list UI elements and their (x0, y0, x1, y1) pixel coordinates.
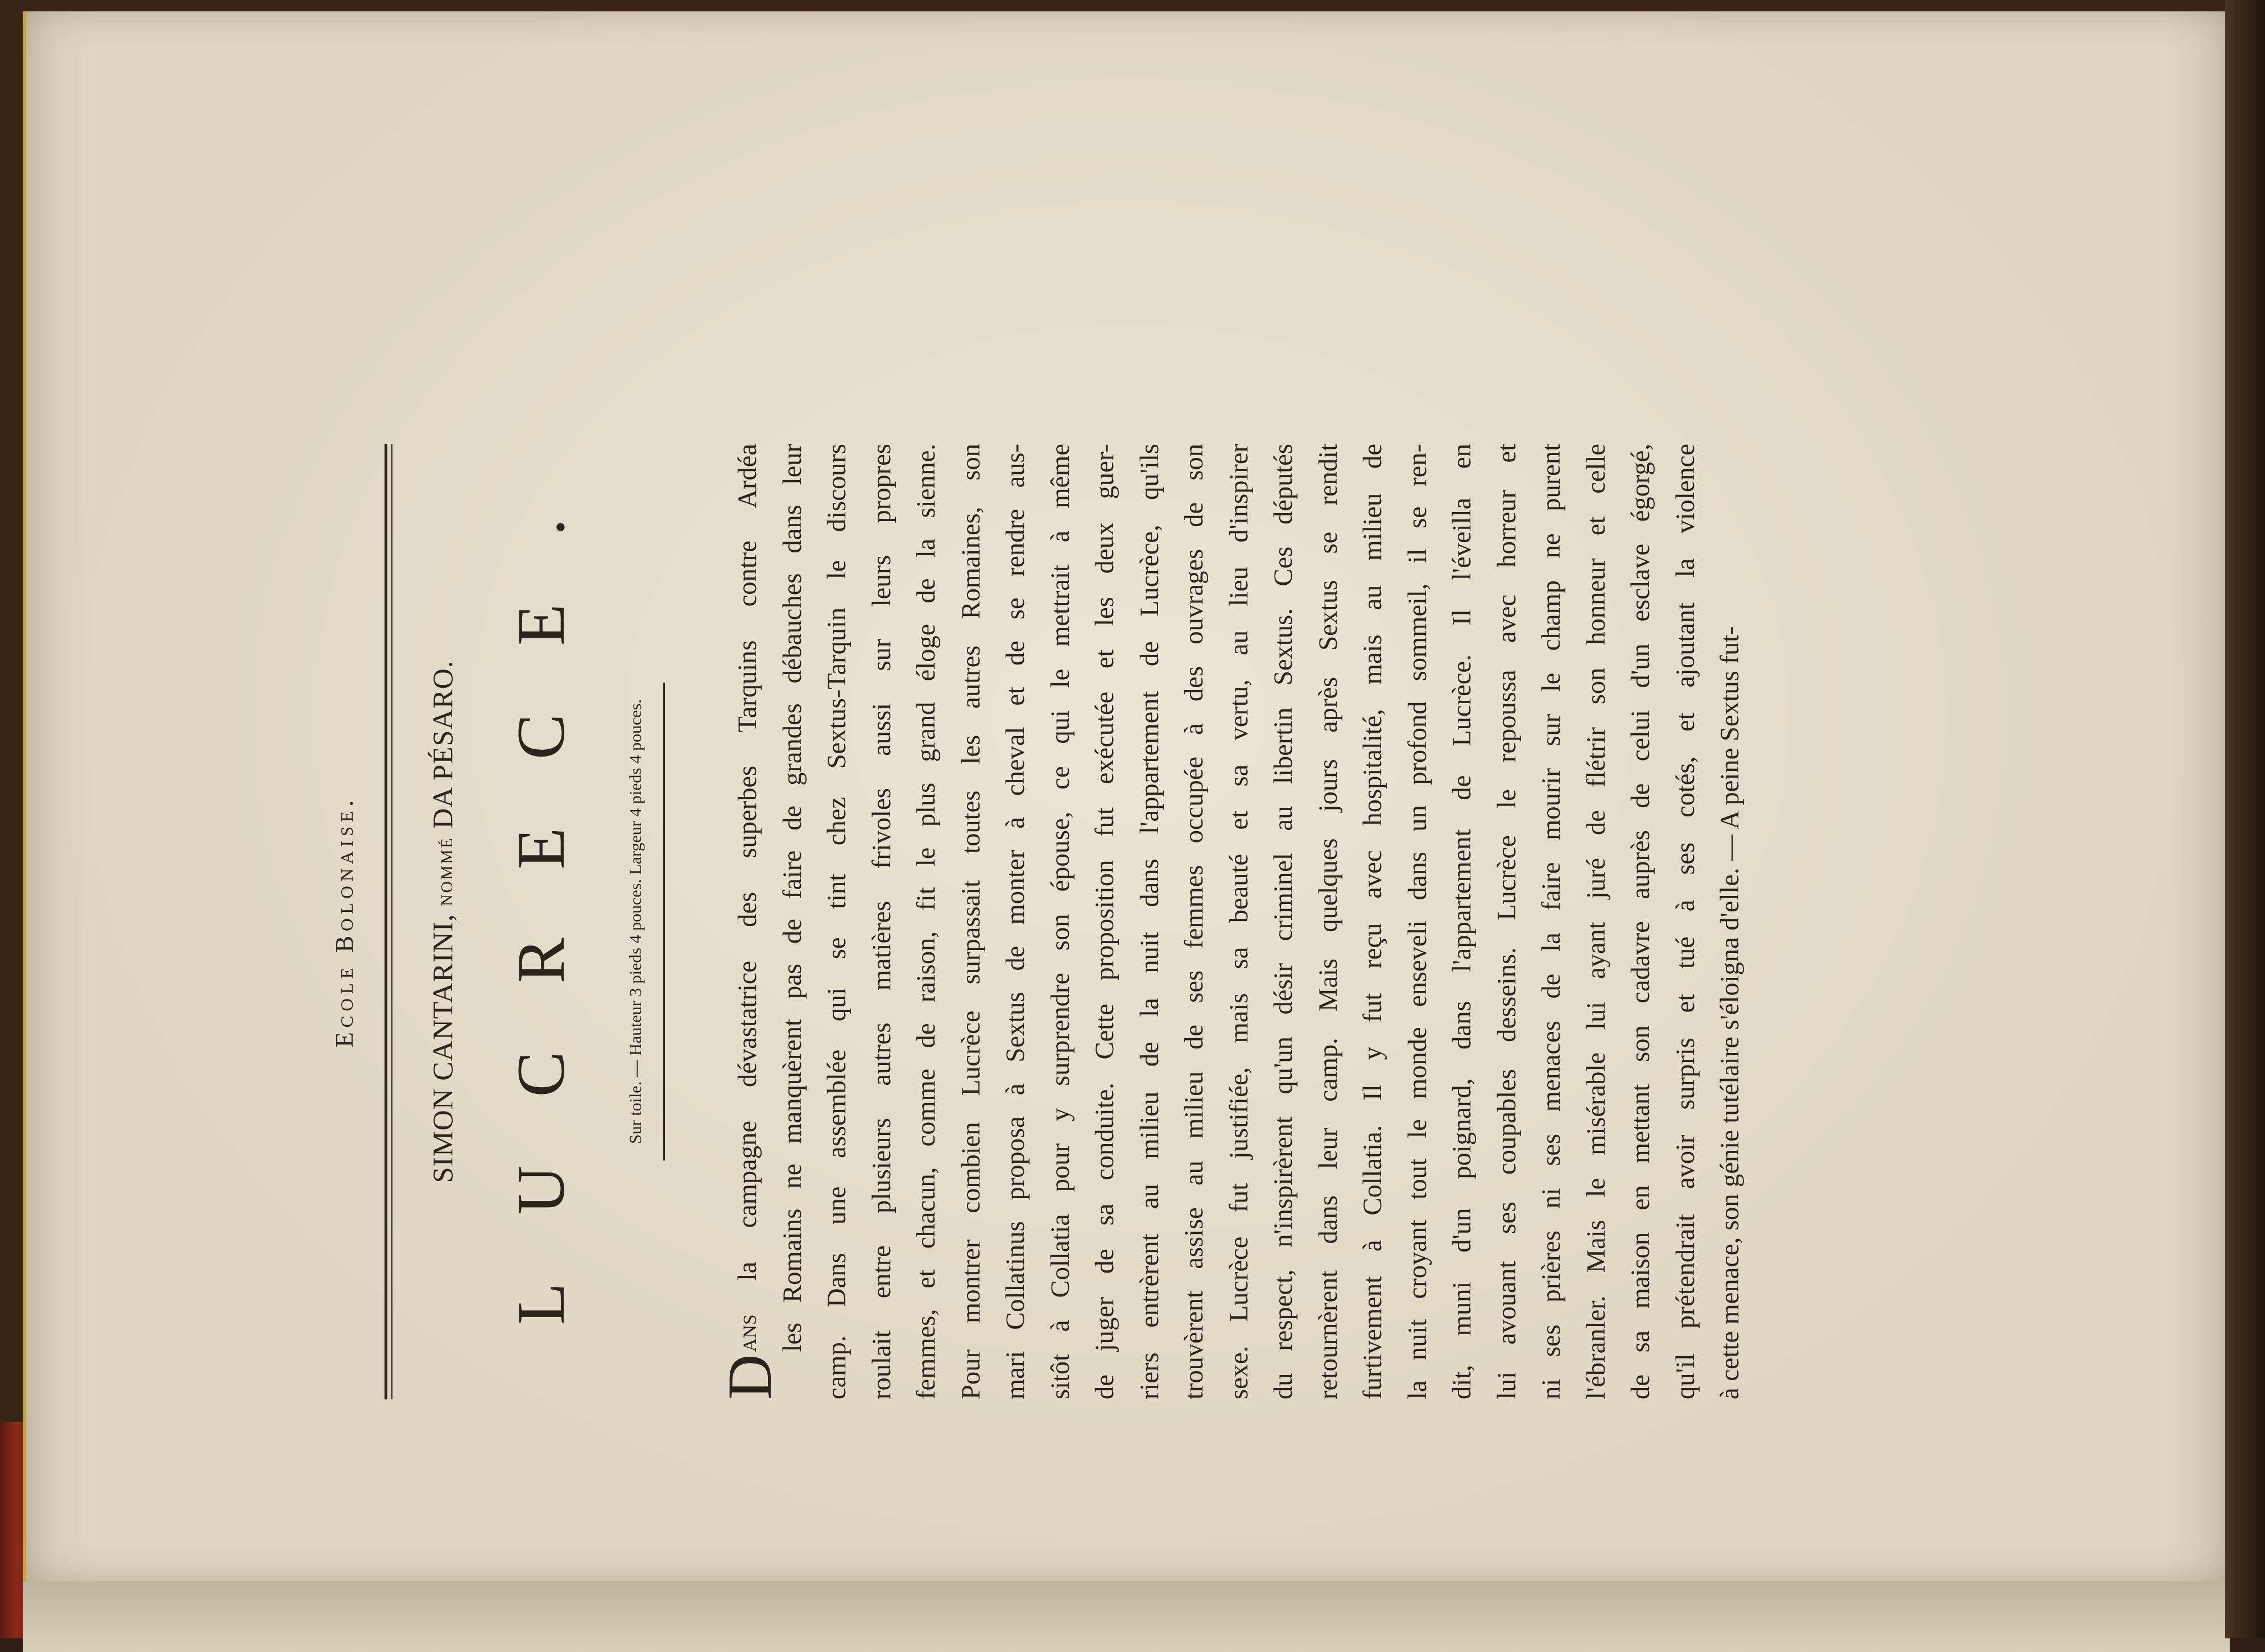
top-rule (385, 444, 387, 1399)
top-rule-thin (391, 444, 392, 1399)
book-edge (2225, 0, 2265, 1638)
text-line: retournèrent dans leur camp. Mais quelques jours après Sextus se rendit (1313, 444, 1343, 1399)
text-line: roulait entre plusieurs autres matières frivoles aussi sur leurs propres (867, 444, 896, 1399)
page-sheet (23, 11, 2233, 1581)
text-line: camp. Dans une assemblée qui se tint chez Sextus-Tarquin le discours (822, 444, 852, 1399)
artist-name: SIMON CANTARINI, (427, 914, 458, 1183)
text-line: du respect, n'inspirèrent qu'un désir criminel au libertin Sextus. Ces députés (1269, 444, 1298, 1399)
text-line: Pour montrer combien Lucrèce surpassait toutes les autres Romaines, son (956, 444, 986, 1399)
text-line: dit, muni d'un poignard, dans l'appartement de Lucrèce. Il l'éveilla en (1448, 444, 1477, 1399)
middle-rule (663, 683, 665, 1160)
body-text (715, 443, 1753, 1399)
rotated-text-block (328, 444, 1841, 1399)
school-heading: Ecole Bolonaise. (330, 795, 358, 1048)
text-line: sexe. Lucrèce fut justifiée, mais sa beauté et sa vertu, au lieu d'inspirer (1224, 444, 1254, 1399)
text-line: trouvèrent assise au milieu de ses femmes occupée à des ouvrages de son (1180, 444, 1209, 1399)
artist-alias: DA PÉSARO. (427, 660, 458, 829)
text-line: riers entrèrent au milieu de la nuit dans l'appartement de Lucrèce, qu'ils (1135, 444, 1164, 1399)
text-line: qu'il prétendrait avoir surpris et tué à ses cotés, et ajoutant la violence (1671, 444, 1700, 1399)
text-line: de sa maison en mettant son cadavre auprès de celui d'un esclave égorgé, (1626, 444, 1655, 1399)
text-line: la nuit croyant tout le monde enseveli dans un profond sommeil, il se ren- (1403, 444, 1432, 1399)
text-line: femmes, et chacun, comme de raison, fit le plus grand éloge de la sienne. (912, 444, 941, 1399)
first-word-rest: ans (733, 1314, 762, 1352)
text-line: l'ébranler. Mais le misérable lui ayant juré de flétrir son honneur et celle (1581, 444, 1611, 1399)
text-line: furtivement à Collatia. Il y fut reçu avec hospitalité, mais au milieu de (1358, 444, 1387, 1399)
text-line: les Romains ne manquèrent pas de faire de grandes débauches dans leur (778, 444, 807, 1352)
artist-heading (424, 444, 463, 1399)
drop-cap: D (715, 1354, 784, 1399)
page-title: LUCRECE. (503, 450, 578, 1325)
artist-nomme: nommé (432, 836, 457, 906)
text-line: mari Collatinus proposa à Sextus de monter à cheval et de se rendre aus- (1001, 444, 1030, 1399)
text-line: à cette menace, son génie tutélaire s'éloigna d'elle. — A peine Sextus fut- (1716, 626, 1745, 1399)
text-line: D ans la campagne dévastatrice des superbes Tarquins contre Ardéa (715, 443, 784, 1399)
underlying-page (23, 1576, 2230, 1652)
text-line: ni ses prières ni ses menaces de la faire mourir sur le champ ne purent (1537, 444, 1566, 1399)
text-line: lui avouant ses coupables desseins. Lucrèce le repoussa avec horreur et (1492, 444, 1522, 1399)
painting-dimensions: Sur toile. — Hauteur 3 pieds 4 pouces. Largeur 4 pieds 4 pouces. (626, 699, 645, 1144)
text-line: sitôt à Collatia pour y surprendre son épouse, ce qui le mettrait à même (1045, 444, 1075, 1399)
text-line: de juger de sa conduite. Cette proposition fut exécutée et les deux guer- (1090, 444, 1119, 1399)
